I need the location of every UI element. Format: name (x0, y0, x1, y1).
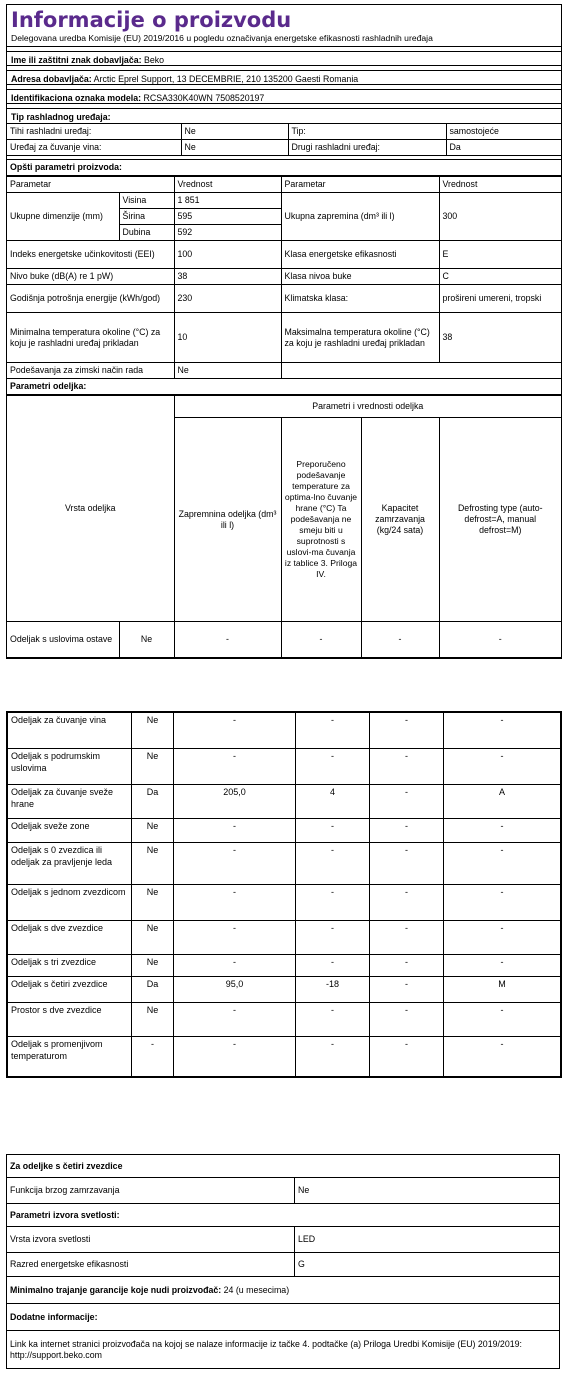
value-cell: C (439, 269, 561, 285)
table-row (8, 977, 561, 1003)
compartment-temp: - (281, 622, 361, 658)
label-cell: Minimalna temperatura okoline (°C) za koju je rashladni uređaj prikladan (7, 313, 174, 363)
compartment-volume: - (174, 1037, 296, 1077)
label-cell: Godišnja potrošnja energije (kWh/god) (7, 285, 174, 313)
compartment-defrost: - (444, 885, 561, 921)
compartments-heading: Parametri odeljka: (7, 379, 561, 395)
light-type-label: Vrsta izvora svetlosti (7, 1227, 295, 1253)
compartment-temp: - (296, 955, 370, 977)
dimension-name: Dubina (119, 225, 174, 241)
label-cell: Tihi rashladni uređaj: (7, 124, 181, 140)
compartment-temp: - (296, 921, 370, 955)
appliance-type-table (7, 123, 561, 176)
compartment-name: Odeljak za čuvanje vina (8, 713, 132, 749)
light-source-heading: Parametri izvora svetlosti: (7, 1204, 560, 1227)
compartment-name: Odeljak s podrumskim uslovima (8, 749, 132, 785)
model-id-value: RCSA330K40WN 7508520197 (143, 93, 265, 103)
value-cell: 10 (174, 313, 281, 363)
four-star-section (6, 1154, 560, 1369)
table-row (8, 749, 561, 785)
total-volume-value: 300 (439, 193, 561, 241)
compartment-volume: 205,0 (174, 785, 296, 819)
supplier-name-value: Beko (143, 55, 165, 65)
compartment-group-header: Parametri i vrednosti odeljka (174, 396, 561, 418)
temperature-header: Preporučeno podešavanje temperature za optima-lno čuvanje hrane (°C) Ta podešavanja ne smeju biti u suprotnosti s uslovi-ma čuvanja iz tablice 3. Priloga IV. (281, 418, 361, 622)
compartment-freeze: - (370, 819, 444, 843)
table-row (7, 285, 561, 313)
table-row (8, 885, 561, 921)
value-cell: Ne (181, 140, 288, 156)
compartment-present: Ne (132, 819, 174, 843)
value-cell: 38 (439, 313, 561, 363)
compartment-present: Da (132, 977, 174, 1003)
product-info-sheet (6, 4, 562, 659)
compartments-continued-table (6, 711, 562, 1078)
compartment-freeze: - (370, 749, 444, 785)
compartment-name: Prostor s dve zvezdice (8, 1003, 132, 1037)
light-type-value: LED (295, 1227, 560, 1253)
compartment-name: Odeljak s dve zvezdice (8, 921, 132, 955)
label-cell: Nivo buke (dB(A) re 1 pW) (7, 269, 174, 285)
column-header-parameter: Parametar (281, 177, 439, 193)
table-row (8, 785, 561, 819)
compartment-name: Odeljak za čuvanje sveže hrane (8, 785, 132, 819)
table-row (7, 1155, 560, 1178)
table-row (8, 1003, 561, 1037)
compartment-name: Odeljak s četiri zvezdice (8, 977, 132, 1003)
compartment-temp: -18 (296, 977, 370, 1003)
table-row (7, 313, 561, 363)
compartment-name: Odeljak s tri zvezdice (8, 955, 132, 977)
dimension-value: 595 (174, 209, 281, 225)
column-header-parameter: Parametar (7, 177, 174, 193)
table-row (8, 921, 561, 955)
compartments-table (7, 712, 561, 1077)
compartment-freeze: - (370, 785, 444, 819)
table-row (7, 193, 561, 209)
supplier-address-row (7, 71, 561, 85)
compartment-temp: - (296, 885, 370, 921)
compartment-volume: - (174, 955, 296, 977)
compartment-temp: - (296, 749, 370, 785)
label-cell: Tip: (288, 124, 446, 140)
supplier-name-row (7, 52, 561, 66)
table-row (8, 1037, 561, 1077)
compartment-volume: - (174, 819, 296, 843)
compartment-defrost: A (444, 785, 561, 819)
four-star-table (6, 1154, 560, 1369)
value-cell: samostojeće (446, 124, 561, 140)
compartment-defrost: - (444, 843, 561, 885)
compartment-volume: - (174, 843, 296, 885)
table-row (8, 819, 561, 843)
table-row (7, 622, 561, 658)
compartment-name: Odeljak s jednom zvezdicom (8, 885, 132, 921)
dimension-name: Širina (119, 209, 174, 225)
four-star-heading: Za odeljke s četiri zvezdice (7, 1155, 560, 1178)
compartment-present: Ne (132, 955, 174, 977)
page-title: Informacije o proizvodu (11, 8, 292, 32)
model-id-label: Identifikaciona oznaka modela: (11, 93, 142, 103)
compartment-name: Odeljak s 0 zvezdica ili odeljak za pravljenje leda (8, 843, 132, 885)
regulation-subtitle: Delegovana uredba Komisije (EU) 2019/2016 u pogledu označivanja energetske efikasnosti rashladnih uređaja (7, 32, 561, 47)
table-row (7, 1204, 560, 1227)
warranty-value: 24 (u mesecima) (223, 1284, 290, 1295)
general-params-heading: Opšti parametri proizvoda: (7, 160, 561, 176)
compartment-freeze: - (370, 713, 444, 749)
table-row (7, 396, 561, 418)
general-params-table (7, 176, 561, 395)
light-class-label: Razred energetske efikasnosti (7, 1253, 295, 1277)
model-id-row (7, 90, 561, 104)
compartment-present: Ne (132, 1003, 174, 1037)
defrost-type-header: Defrosting type (auto-defrost=A, manual defrost=M) (439, 418, 561, 622)
compartment-defrost: - (444, 749, 561, 785)
value-cell: 38 (174, 269, 281, 285)
additional-info-text: Link ka internet stranici proizvođača na kojoj se nalaze informacije iz tačke 4. podtačke (a) Priloga Uredbi Komisije (EU) 2019/2019: http://support.beko.com (7, 1331, 560, 1369)
compartment-type-header: Vrsta odeljka (7, 396, 174, 622)
compartment-freeze: - (370, 955, 444, 977)
label-cell: Klasa energetske efikasnosti (281, 241, 439, 269)
compartment-freeze: - (370, 921, 444, 955)
table-row (7, 1253, 560, 1277)
dimension-name: Visina (119, 193, 174, 209)
compartment-temp: - (296, 843, 370, 885)
table-row (7, 140, 561, 156)
table-row (7, 1178, 560, 1204)
compartment-freeze: - (361, 622, 439, 658)
fast-freeze-label: Funkcija brzog zamrzavanja (7, 1178, 295, 1204)
table-row (8, 843, 561, 885)
compartment-volume: - (174, 749, 296, 785)
table-row (7, 160, 561, 176)
value-cell: prošireni umereni, tropski (439, 285, 561, 313)
compartment-temp: - (296, 713, 370, 749)
label-cell: Klasa nivoa buke (281, 269, 439, 285)
value-cell: E (439, 241, 561, 269)
table-row (7, 379, 561, 395)
compartment-present: - (132, 1037, 174, 1077)
compartment-volume: - (174, 885, 296, 921)
total-volume-label: Ukupna zapremina (dm³ ili l) (281, 193, 439, 241)
table-row (7, 177, 561, 193)
compartment-defrost: - (444, 955, 561, 977)
compartment-present: Ne (132, 749, 174, 785)
dimension-value: 592 (174, 225, 281, 241)
compartment-volume: - (174, 713, 296, 749)
compartment-freeze: - (370, 843, 444, 885)
table-row (8, 713, 561, 749)
compartment-freeze: - (370, 885, 444, 921)
supplier-address-label: Adresa dobavljača: (11, 74, 92, 84)
compartment-defrost: - (444, 713, 561, 749)
label-cell: Maksimalna temperatura okoline (°C) za koju je rashladni uređaj prikladan (281, 313, 439, 363)
freezing-capacity-header: Kapacitet zamrzavanja (kg/24 sata) (361, 418, 439, 622)
label-cell: Drugi rashladni uređaj: (288, 140, 446, 156)
compartment-temp: - (296, 1037, 370, 1077)
value-cell: 230 (174, 285, 281, 313)
column-header-value: Vrednost (439, 177, 561, 193)
dimensions-label: Ukupne dimenzije (mm) (7, 193, 119, 241)
compartment-defrost: M (444, 977, 561, 1003)
compartment-temp: - (296, 819, 370, 843)
compartment-freeze: - (370, 1037, 444, 1077)
compartment-volume: - (174, 622, 281, 658)
fast-freeze-value: Ne (295, 1178, 560, 1204)
compartment-volume: - (174, 1003, 296, 1037)
compartment-defrost: - (444, 819, 561, 843)
compartment-present: Ne (132, 921, 174, 955)
appliance-type-heading: Tip rashladnog uređaja: (11, 112, 111, 122)
compartment-name: Odeljak sveže zone (8, 819, 132, 843)
compartment-defrost: - (444, 921, 561, 955)
table-row (8, 955, 561, 977)
table-row (7, 1331, 560, 1369)
compartment-freeze: - (370, 977, 444, 1003)
additional-info-heading: Dodatne informacije: (7, 1304, 560, 1331)
compartment-present: Ne (132, 885, 174, 921)
value-cell: Da (446, 140, 561, 156)
compartment-present: Da (132, 785, 174, 819)
table-row (7, 1277, 560, 1304)
compartment-name: Odeljak s uslovima ostave (7, 622, 119, 658)
compartment-freeze: - (370, 1003, 444, 1037)
compartment-defrost: - (444, 1003, 561, 1037)
compartment-present: Ne (132, 713, 174, 749)
winter-mode-value: Ne (174, 363, 281, 379)
table-row (7, 269, 561, 285)
table-row (7, 124, 561, 140)
compartment-volume: - (174, 921, 296, 955)
column-header-value: Vrednost (174, 177, 281, 193)
compartment-temp: 4 (296, 785, 370, 819)
value-cell: Ne (181, 124, 288, 140)
compartment-volume: 95,0 (174, 977, 296, 1003)
supplier-name-label: Ime ili zaštitni znak dobavljača: (11, 55, 142, 65)
dimension-value: 1 851 (174, 193, 281, 209)
compartment-present: Ne (132, 843, 174, 885)
compartments-header-table (7, 395, 561, 658)
light-class-value: G (295, 1253, 560, 1277)
value-cell: 100 (174, 241, 281, 269)
supplier-address-value: Arctic Eprel Support, 13 DECEMBRIE, 210 135200 Gaesti Romania (93, 74, 359, 84)
table-row (7, 1304, 560, 1331)
compartment-name: Odeljak s promenjivom temperaturom (8, 1037, 132, 1077)
label-cell: Indeks energetske učinkovitosti (EEI) (7, 241, 174, 269)
warranty-row (7, 1277, 560, 1304)
compartment-defrost: - (444, 1037, 561, 1077)
warranty-label: Minimalno trajanje garancije koje nudi proizvođač: (10, 1284, 222, 1295)
compartment-defrost: - (439, 622, 561, 658)
compartment-present: Ne (119, 622, 174, 658)
compartment-temp: - (296, 1003, 370, 1037)
label-cell: Klimatska klasa: (281, 285, 439, 313)
winter-mode-label: Podešavanja za zimski način rada (7, 363, 174, 379)
table-row (7, 363, 561, 379)
table-row (7, 241, 561, 269)
table-row (7, 1227, 560, 1253)
label-cell: Uređaj za čuvanje vina: (7, 140, 181, 156)
volume-header: Zapremnina odeljka (dm³ ili l) (174, 418, 281, 622)
